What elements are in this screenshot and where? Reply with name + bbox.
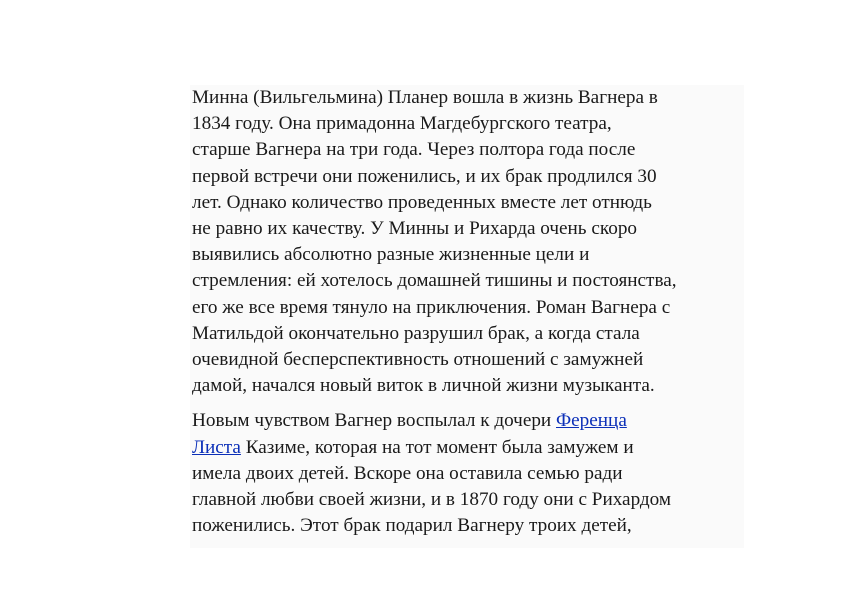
text-line: главной любви своей жизни, и в 1870 году они с Рихардом — [192, 489, 672, 511]
text-line: его же все время тянуло на приключения. Роман Вагнера с — [192, 296, 671, 318]
text-line: дамой, начался новый виток в личной жизни музыканта. — [192, 375, 655, 397]
text-line: стремления: ей хотелось домашней тишины и постоянства, — [192, 270, 677, 292]
text-line: не равно их качеству. У Минны и Рихарда очень скоро — [192, 218, 638, 240]
text-line: Матильдой окончательно разрушил брак, а когда стала — [192, 322, 640, 344]
text-line: выявились абсолютно разные жизненные цели и — [192, 244, 590, 266]
paragraph-cosima — [192, 408, 742, 539]
text-line: 1834 году. Она примадонна Магдебургского театра, — [192, 113, 612, 135]
text-line: очевидной бесперспективность отношений с замужней — [192, 349, 644, 371]
text-line: поженились. Этот брак подарил Вагнеру троих детей, — [192, 515, 632, 537]
text-line: имела двоих детей. Вскоре она оставила семью ради — [192, 462, 623, 484]
text-segment: Казиме, которая на тот момент была замужем и — [240, 436, 634, 458]
text-block — [190, 85, 744, 548]
text-line: лет. Однако количество проведенных вместе лет отнюдь — [192, 191, 652, 213]
text-line: Минна (Вильгельмина) Планер вошла в жизнь Вагнера в — [192, 87, 658, 108]
ferenc-liszt-link-continued[interactable]: Листа — [192, 436, 241, 458]
text-line — [192, 408, 742, 434]
paragraph-minna — [192, 85, 742, 399]
text-line: первой встречи они поженились, и их брак продлился 30 — [192, 165, 657, 187]
ferenc-liszt-link[interactable]: Ференца — [556, 410, 627, 432]
text-line: старше Вагнера на три года. Через полтора года после — [192, 139, 636, 161]
text-segment: Новым чувством Вагнер воспылал к дочери — [192, 410, 556, 432]
text-line — [192, 435, 742, 461]
